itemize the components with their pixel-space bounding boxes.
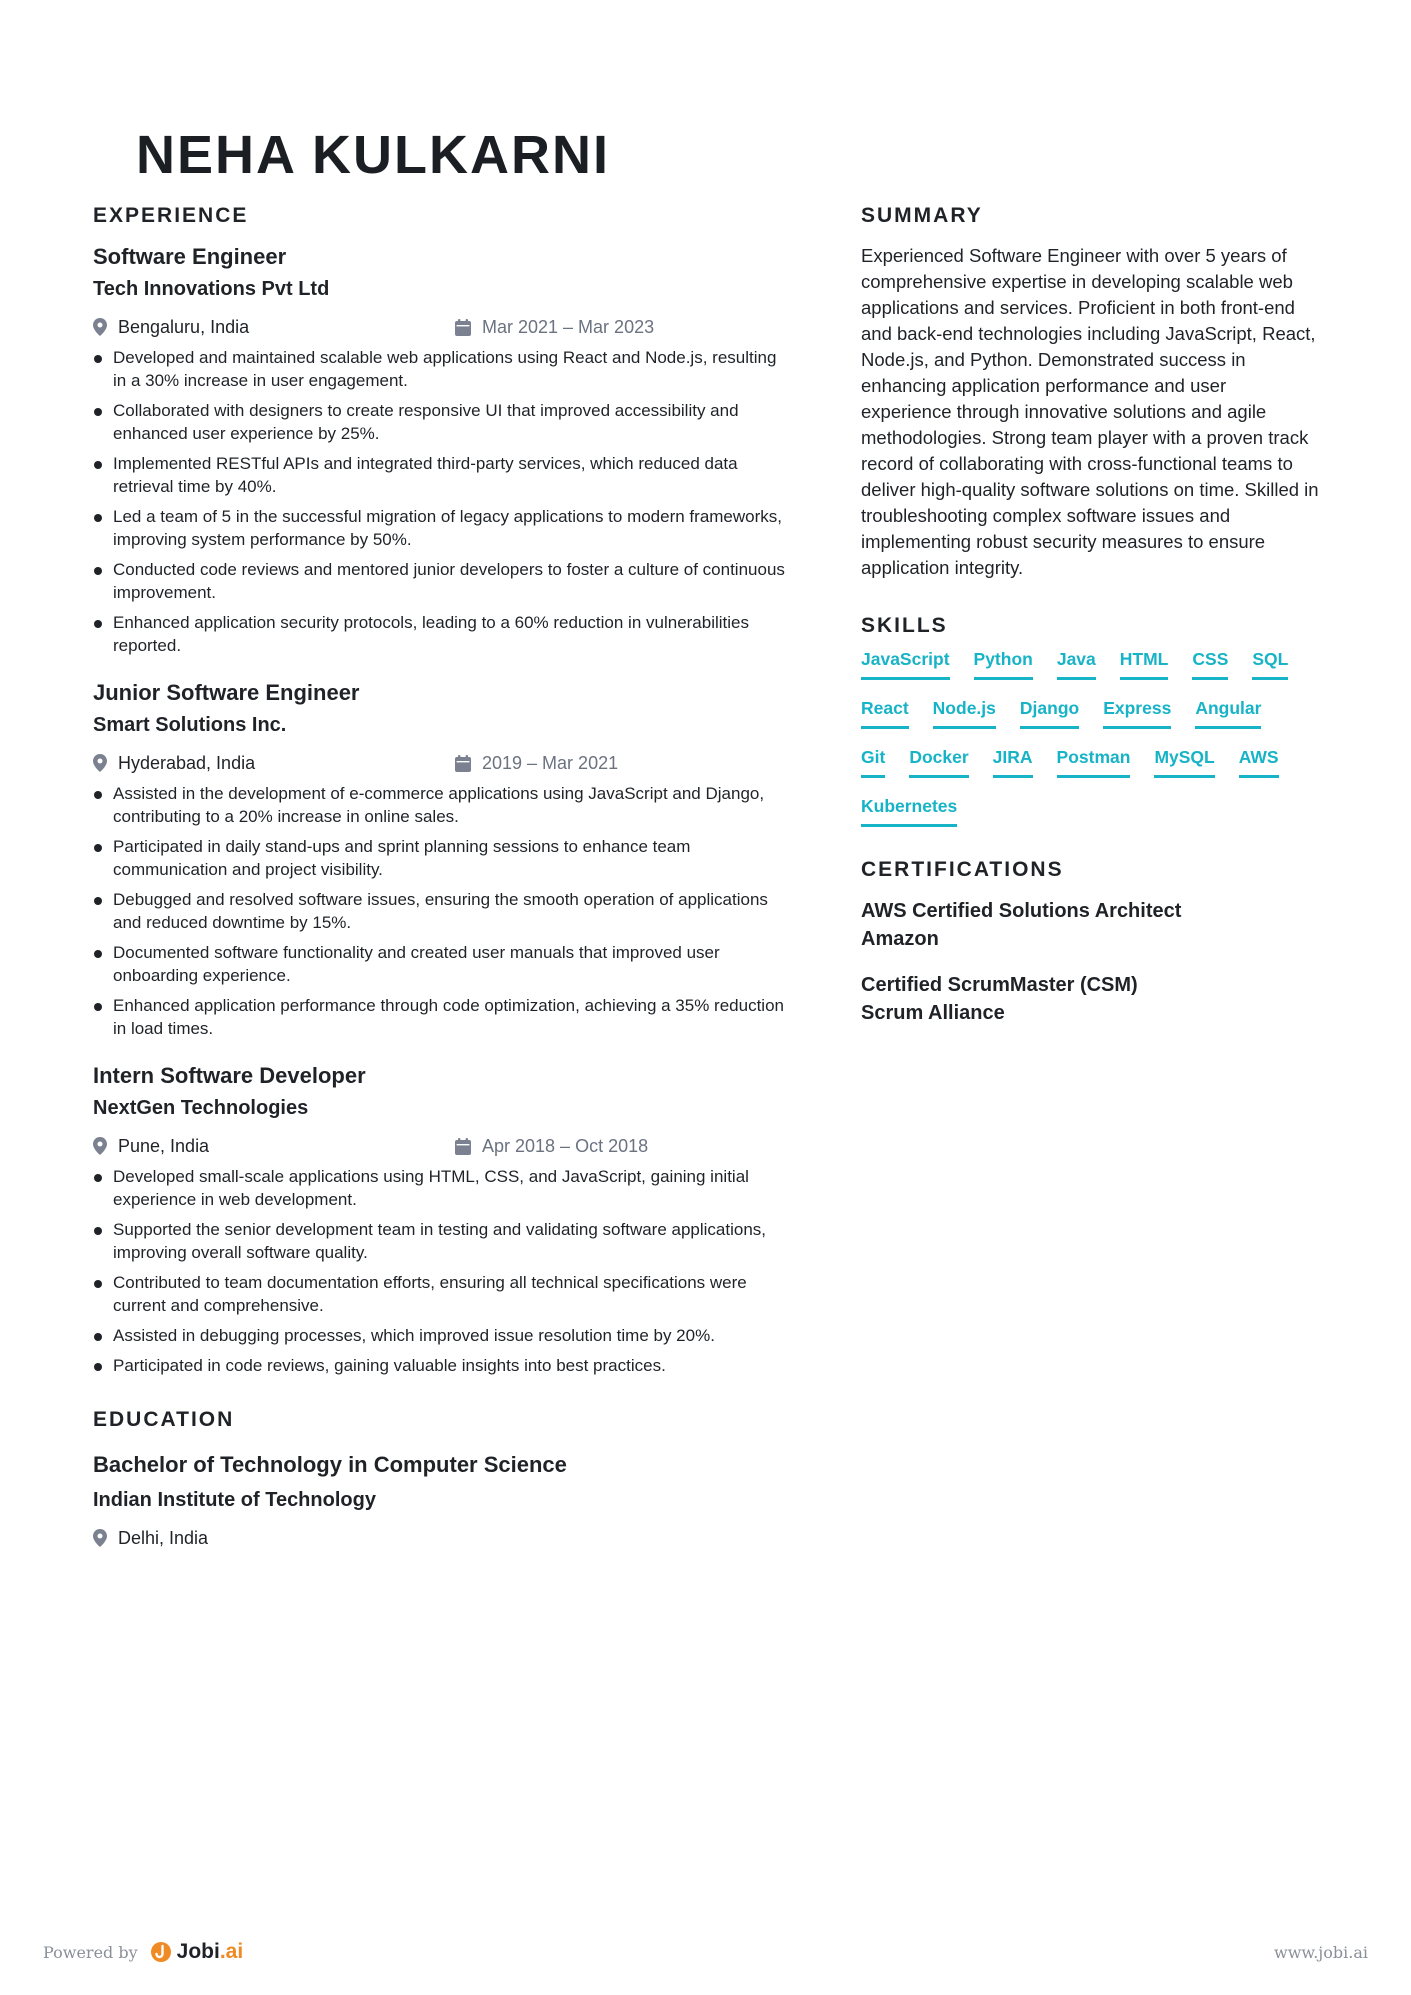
company-name: NextGen Technologies (93, 1097, 309, 1119)
experience-heading: EXPERIENCE (93, 204, 249, 227)
summary-text: Experienced Software Engineer with over 5 years of comprehensive expertise in developing scalable web applications and services. Proficient in both front-end and back-end technologies including JavaScript, React, Node.js, and Python. Demonstrated success in enhancing application performance and user experience through innovative solutions and agile methodologies. Strong team player with a proven track record of collaborating with cross-functional teams to deliver high-quality software solutions on time. Skilled in troubleshooting complex software issues and implementing robust security measures to ensure application integrity. (861, 245, 1319, 578)
logo-suffix: .ai (219, 1940, 244, 1963)
skill-tag: Express (1103, 696, 1171, 729)
job-entry (93, 243, 793, 657)
education-location (93, 1528, 455, 1549)
company-name: Smart Solutions Inc. (93, 714, 287, 736)
map-pin-icon (93, 318, 107, 336)
skill-tag: AWS (1239, 745, 1279, 778)
list-item: Implemented RESTful APIs and integrated third-party services, which reduced data retrieval time by 40%. (93, 452, 793, 498)
job-bullets (93, 1165, 793, 1377)
education-section (93, 1407, 793, 1551)
candidate-name: NEHA KULKARNI (136, 125, 610, 185)
skills-section (861, 613, 1321, 843)
job-bullets (93, 346, 793, 657)
map-pin-icon (93, 1137, 107, 1155)
calendar-icon (455, 755, 471, 772)
summary-heading: SUMMARY (861, 204, 983, 227)
list-item: Enhanced application performance through code optimization, achieving a 35% reduction in load times. (93, 994, 793, 1040)
job-location-text: Bengaluru, India (118, 316, 250, 337)
job-title: Intern Software Developer (93, 1063, 366, 1088)
skill-tag: Django (1020, 696, 1079, 729)
footer (43, 1935, 1368, 1969)
list-item: Participated in daily stand-ups and sprint planning sessions to enhance team communication and project visibility. (93, 835, 793, 881)
job-meta (93, 314, 793, 340)
map-pin-icon (93, 754, 107, 772)
list-item: Debugged and resolved software issues, ensuring the smooth operation of applications and reduced downtime by 15%. (93, 888, 793, 934)
job-location (93, 753, 455, 774)
skill-tag: Postman (1057, 745, 1131, 778)
powered-by-label: Powered by (43, 1942, 138, 1962)
skills-list (861, 647, 1321, 843)
calendar-icon (455, 319, 471, 336)
list-item: Enhanced application security protocols, leading to a 60% reduction in vulnerabilities reported. (93, 611, 793, 657)
list-item: Assisted in the development of e-commerce applications using JavaScript and Django, contributing to a 20% increase in online sales. (93, 782, 793, 828)
list-item: Participated in code reviews, gaining valuable insights into best practices. (93, 1354, 793, 1377)
list-item: Documented software functionality and created user manuals that improved user onboarding experience. (93, 941, 793, 987)
job-meta (93, 750, 793, 776)
list-item: Contributed to team documentation efforts, ensuring all technical specifications were current and comprehensive. (93, 1271, 793, 1317)
job-location (93, 317, 455, 338)
job-dates-text: Mar 2021 – Mar 2023 (482, 316, 655, 337)
list-item: Supported the senior development team in testing and validating software applications, improving overall software quality. (93, 1218, 793, 1264)
job-dates (455, 1136, 648, 1157)
education-location-text: Delhi, India (118, 1527, 209, 1548)
list-item: Collaborated with designers to create responsive UI that improved accessibility and enhanced user experience by 25%. (93, 399, 793, 445)
certification-name: AWS Certified Solutions Architect (861, 900, 1182, 922)
right-column (861, 203, 1321, 1027)
skill-tag: Node.js (933, 696, 996, 729)
summary-section (861, 203, 1321, 581)
school-name: Indian Institute of Technology (93, 1489, 376, 1511)
company-name: Tech Innovations Pvt Ltd (93, 278, 330, 300)
skill-tag: SQL (1252, 647, 1288, 680)
certification-issuer: Scrum Alliance (861, 1002, 1005, 1024)
list-item: Developed and maintained scalable web applications using React and Node.js, resulting in a 30% increase in user engagement. (93, 346, 793, 392)
skill-tag: Python (974, 647, 1033, 680)
job-dates-text: Apr 2018 – Oct 2018 (482, 1135, 649, 1156)
job-meta (93, 1133, 793, 1159)
education-entry (93, 1451, 793, 1551)
job-title: Junior Software Engineer (93, 680, 360, 705)
skill-tag: CSS (1192, 647, 1228, 680)
degree-title: Bachelor of Technology in Computer Science (93, 1452, 567, 1477)
job-location-text: Hyderabad, India (118, 752, 256, 773)
skills-heading: SKILLS (861, 614, 948, 637)
certifications-heading: CERTIFICATIONS (861, 858, 1064, 881)
skill-tag: Docker (909, 745, 968, 778)
job-dates (455, 317, 654, 338)
left-column (93, 203, 793, 1551)
list-item: Assisted in debugging processes, which improved issue resolution time by 20%. (93, 1324, 793, 1347)
list-item: Developed small-scale applications using HTML, CSS, and JavaScript, gaining initial experience in web development. (93, 1165, 793, 1211)
education-heading: EDUCATION (93, 1408, 235, 1431)
job-entry (93, 1062, 793, 1377)
certification-item (861, 971, 1321, 1027)
job-dates (455, 753, 618, 774)
certifications-section (861, 857, 1321, 1027)
certification-item (861, 897, 1321, 953)
job-bullets (93, 782, 793, 1040)
skill-tag: MySQL (1154, 745, 1214, 778)
certification-issuer: Amazon (861, 928, 939, 950)
list-item: Led a team of 5 in the successful migration of legacy applications to modern frameworks, improving system performance by 50%. (93, 505, 793, 551)
job-entry (93, 679, 793, 1040)
skill-tag: React (861, 696, 909, 729)
map-pin-icon (93, 1529, 107, 1547)
list-item: Conducted code reviews and mentored junior developers to foster a culture of continuous improvement. (93, 558, 793, 604)
footer-url[interactable]: www.jobi.ai (1274, 1942, 1368, 1962)
job-dates-text: 2019 – Mar 2021 (482, 752, 619, 773)
job-location (93, 1136, 455, 1157)
jobi-logo-icon (150, 1941, 172, 1963)
skill-tag: JavaScript (861, 647, 950, 680)
experience-section (93, 203, 793, 1377)
skill-tag: HTML (1120, 647, 1169, 680)
job-location-text: Pune, India (118, 1135, 210, 1156)
skill-tag: Java (1057, 647, 1096, 680)
jobi-logo[interactable] (150, 1940, 244, 1964)
skill-tag: JIRA (993, 745, 1033, 778)
logo-text: Jobi (176, 1940, 220, 1963)
skill-tag: Angular (1195, 696, 1261, 729)
education-meta (93, 1525, 793, 1551)
job-list (93, 243, 793, 1377)
certification-name: Certified ScrumMaster (CSM) (861, 974, 1138, 996)
skill-tag: Kubernetes (861, 794, 957, 827)
powered-by (43, 1940, 243, 1964)
job-title: Software Engineer (93, 244, 287, 269)
calendar-icon (455, 1138, 471, 1155)
skill-tag: Git (861, 745, 885, 778)
